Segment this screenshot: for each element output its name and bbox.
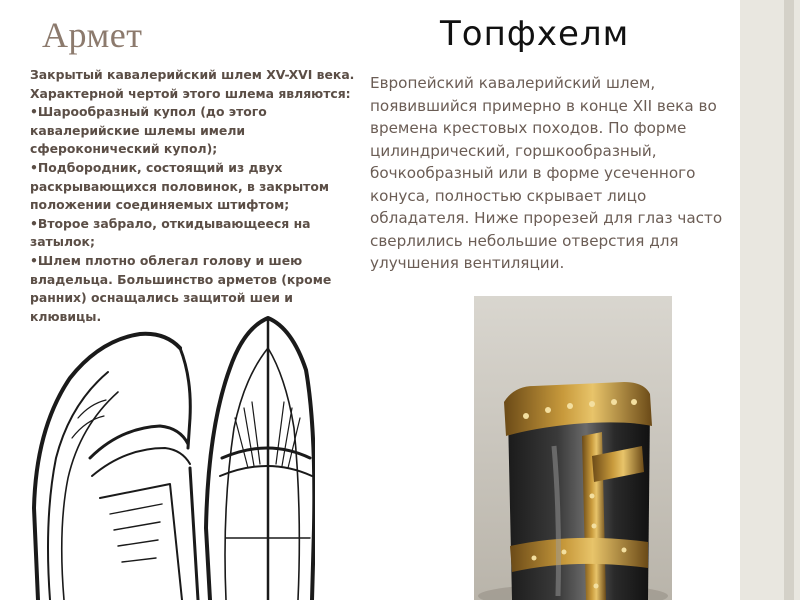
armet-bullet-4: •Шлем плотно облегал голову и шею владельца. Большинство арметов (кроме ранних) оснащались защитой шеи и клювицы. [30,252,332,324]
armet-bullet-1: •Шарообразный купол (до этого кавалерийские шлемы имели сфероконический купол); [30,104,267,157]
armet-bullet-3: •Второе забрало, откидывающееся на затылок; [30,215,311,250]
side-accent-bar [784,0,794,600]
armet-intro: Закрытый кавалерийский шлем XV-XVI века. Характерной чертой этого шлема являются: [30,67,355,101]
armet-drawing [30,308,315,600]
armet-title: Армет [42,15,143,55]
armet-bullet-2: •Подбородник, состоящий из двух раскрывающихся половинок, в закрытом положении соединяемых штифтом; [30,159,330,213]
topfhelm-description: Европейский кавалерийский шлем, появившийся примерно в конце XII века во времена крестовых походов. По форме цилиндрический, горшкообразный, бочкообразный или в форме усеченного конуса, полностью скрывает лицо обладателя. Ниже прорезей для глаз часто сверлились небольшие отверстия для улучшения вентиляции. [370,74,723,272]
armet-description [30,66,360,326]
topfhelm-photo [474,296,672,600]
topfhelm-title: Топфхелм [440,14,630,54]
